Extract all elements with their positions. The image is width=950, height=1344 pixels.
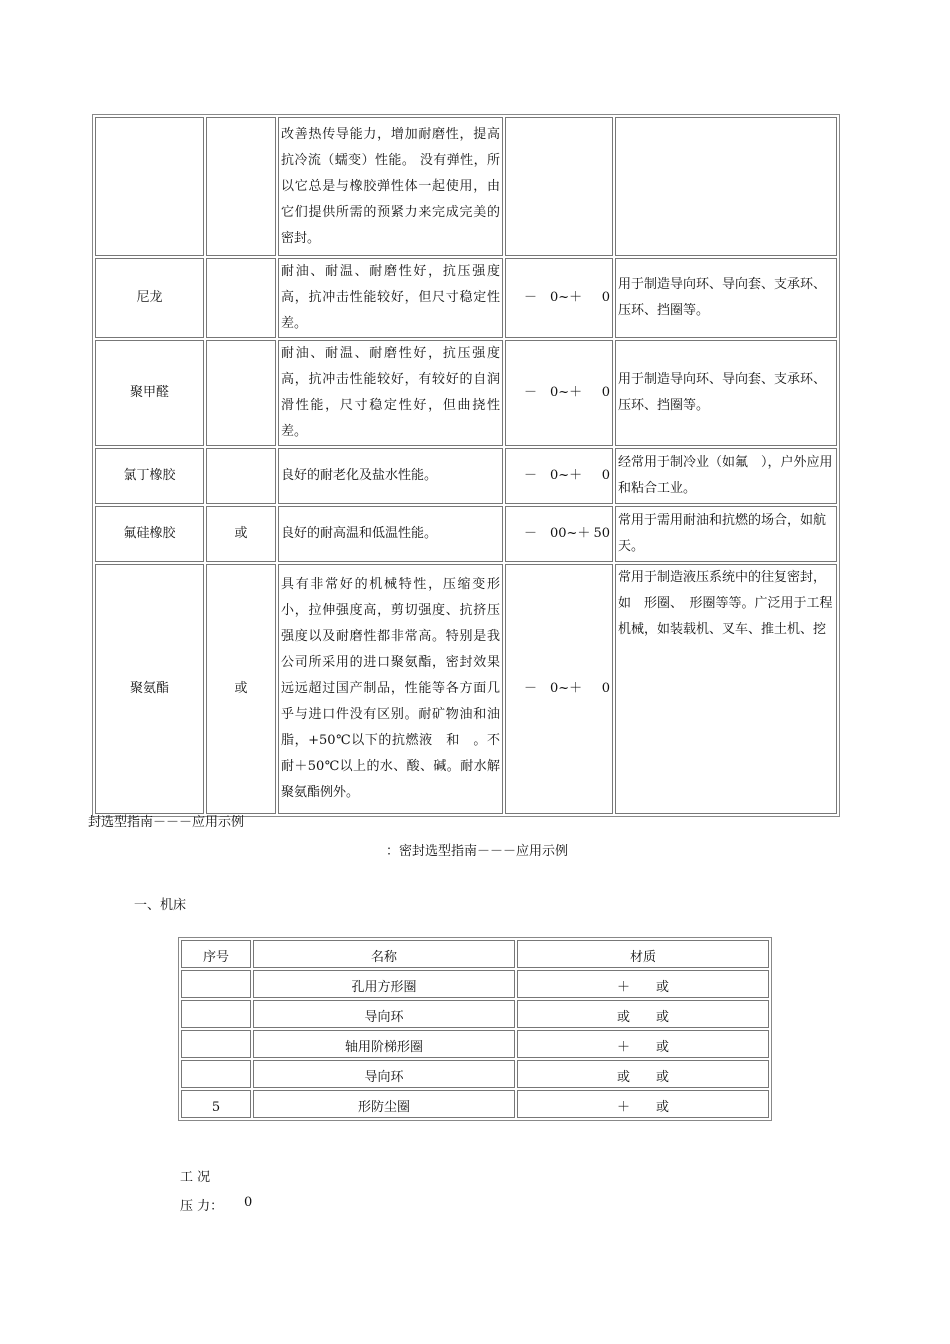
table-row: [95, 564, 837, 814]
table-row: [95, 117, 837, 256]
temperature-high: 0: [601, 290, 610, 305]
part-material: ＋ 或: [517, 1090, 769, 1118]
table-row: [181, 1000, 769, 1028]
material-description: 耐油、耐温、耐磨性好，抗压强度高，抗冲击性能较好，但尺寸稳定性差。: [278, 258, 503, 338]
material-description: 改善热传导能力，增加耐磨性，提高抗冷流（蠕变）性能。 没有弹性，所以它总是与橡胶弹性体一起使用，由它们提供所需的预紧力来完成完美的密封。: [278, 117, 503, 256]
temperature-low: － 0~＋: [524, 385, 583, 400]
material-name: 聚甲醛: [95, 340, 204, 446]
material-application: 常用于制造液压系统中的往复密封，如 形圈、 形圈等等。广泛用于工程机械，如装载机、叉车、推土机、挖: [615, 564, 837, 814]
part-name: 导向环: [253, 1000, 515, 1028]
material-description: 具有非常好的机械特性，压缩变形小，拉伸强度高，剪切强度、抗挤压强度以及耐磨性都非常高。特别是我公司所采用的进口聚氨酯，密封效果远远超过国产制品，性能等各方面几乎与进口件没有区别。耐矿物油和油脂，+50℃以下的抗燃液 和 。不耐＋50℃以上的水、酸、碱。耐水解聚氨酯例外。: [278, 564, 503, 814]
table-row: [95, 258, 837, 338]
material-name: 聚氨酯: [95, 564, 204, 814]
material-application: 经常用于制冷业（如氟 ），户外应用和粘合工业。: [615, 448, 837, 504]
table-row: [181, 970, 769, 998]
part-number: [181, 1060, 251, 1088]
part-name: 导向环: [253, 1060, 515, 1088]
temperature-high: 0: [601, 681, 610, 696]
material-code: [206, 340, 276, 446]
column-header: 材质: [517, 940, 769, 968]
part-material: 或 或: [517, 1060, 769, 1088]
table-row: [95, 340, 837, 446]
part-number: [181, 970, 251, 998]
page-title: ：密封选型指南－－－应用示例: [385, 844, 568, 859]
part-name: 形防尘圈: [253, 1090, 515, 1118]
column-header: 名称: [253, 940, 515, 968]
material-description: 良好的耐老化及盐水性能。: [278, 448, 503, 504]
column-header: 序号: [181, 940, 251, 968]
table-row: [95, 448, 837, 504]
material-description: 耐油、耐温、耐磨性好，抗压强度高，抗冲击性能较好，有较好的自润滑性能，尺寸稳定性好，但曲挠性差。: [278, 340, 503, 446]
table-header-row: [181, 940, 769, 968]
temperature-range: [505, 506, 613, 562]
material-code: [206, 258, 276, 338]
temperature-range: [505, 564, 613, 814]
temperature-range: [505, 340, 613, 446]
material-code: [206, 448, 276, 504]
temperature-low: － 0~＋: [524, 468, 583, 483]
conditions-label: 工 况: [180, 1170, 211, 1185]
material-name: 氟硅橡胶: [95, 506, 204, 562]
table-row: [181, 1090, 769, 1118]
subsection-heading: 一、机床: [134, 898, 187, 913]
part-name: 轴用阶梯形圈: [253, 1030, 515, 1058]
part-name: 孔用方形圈: [253, 970, 515, 998]
material-description: 良好的耐高温和低温性能。: [278, 506, 503, 562]
part-number: 5: [181, 1090, 251, 1118]
part-number: [181, 1000, 251, 1028]
temperature-high: 0: [601, 385, 610, 400]
material-application: 用于制造导向环、导向套、支承环、压环、挡圈等。: [615, 340, 837, 446]
table-row: [181, 1060, 769, 1088]
temperature-range: [505, 117, 613, 256]
temperature-high: 0: [601, 468, 610, 483]
parts-table: [178, 937, 772, 1121]
material-code: [206, 117, 276, 256]
material-name: 氯丁橡胶: [95, 448, 204, 504]
table-row: [181, 1030, 769, 1058]
material-table: [92, 114, 840, 817]
pressure-label: 压 力：: [180, 1199, 224, 1214]
material-code: 或: [206, 506, 276, 562]
temperature-range: [505, 258, 613, 338]
part-material: ＋ 或: [517, 1030, 769, 1058]
temperature-low: － 0~＋: [524, 290, 583, 305]
material-name: [95, 117, 204, 256]
part-number: [181, 1030, 251, 1058]
temperature-range: [505, 448, 613, 504]
temperature-low: － 0~＋: [524, 681, 583, 696]
material-name: 尼龙: [95, 258, 204, 338]
section-heading: 封选型指南－－－应用示例: [88, 815, 245, 830]
table-row: [95, 506, 837, 562]
temperature-low: － 00~＋: [524, 526, 591, 541]
material-application: 常用于需用耐油和抗燃的场合，如航天。: [615, 506, 837, 562]
temperature-high: 50: [593, 526, 610, 541]
part-material: 或 或: [517, 1000, 769, 1028]
material-application: [615, 117, 837, 256]
material-code: 或: [206, 564, 276, 814]
material-application: 用于制造导向环、导向套、支承环、压环、挡圈等。: [615, 258, 837, 338]
part-material: ＋ 或: [517, 970, 769, 998]
pressure-value: 0: [244, 1195, 253, 1210]
